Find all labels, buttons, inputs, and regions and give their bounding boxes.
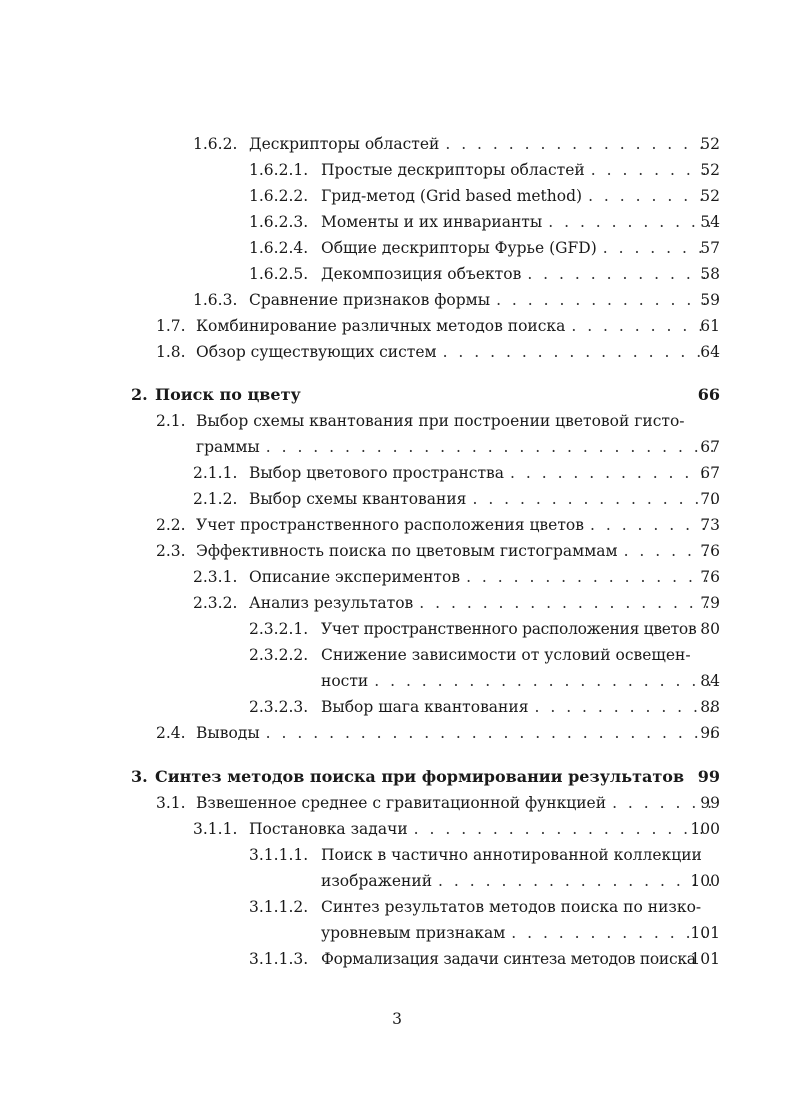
- toc-title: Снижение зависимости от условий освещен-: [321, 646, 691, 664]
- toc-chapter: [131, 385, 720, 405]
- toc-entry-continued: [196, 437, 720, 457]
- toc-page: 59: [700, 291, 720, 309]
- leader-dots: [534, 697, 714, 717]
- toc-number: 1.6.2.3.: [249, 213, 309, 231]
- leader-dots: [527, 264, 714, 284]
- toc-page: 84: [700, 672, 720, 690]
- toc-page: 100: [690, 872, 720, 890]
- toc-page: 52: [700, 161, 720, 179]
- toc-title: уровневым признакам: [321, 924, 506, 942]
- toc-page: 99: [700, 794, 720, 812]
- toc-title: Грид-метод (Grid based method): [321, 187, 583, 205]
- toc-title: Учет пространственного расположения цветов: [196, 516, 584, 534]
- toc-title: граммы: [196, 438, 260, 456]
- toc-number: 2.2.: [156, 516, 186, 534]
- toc-number: 1.6.2.5.: [249, 265, 309, 283]
- toc-number: 3.1.1.1.: [249, 846, 309, 864]
- toc-page: 76: [700, 542, 720, 560]
- toc-number: 3.1.1.2.: [249, 898, 309, 916]
- toc-entry: [156, 316, 720, 336]
- toc-page: 58: [700, 265, 720, 283]
- toc-number: 1.7.: [156, 317, 186, 335]
- toc-entry: [193, 593, 720, 613]
- toc-page: 52: [700, 187, 720, 205]
- leader-dots: [266, 723, 714, 743]
- toc-entry: [156, 342, 720, 362]
- toc-page: 96: [700, 724, 720, 742]
- toc-entry: [249, 897, 720, 917]
- toc-number: 3.1.1.3.: [249, 950, 309, 968]
- toc-entry: [193, 134, 720, 154]
- toc-entry: [249, 845, 720, 865]
- toc-title: Описание экспериментов: [249, 568, 461, 586]
- toc-entry: [249, 949, 720, 969]
- toc-number: 3.: [131, 767, 148, 786]
- toc-title: Эффективность поиска по цветовым гистограммам: [196, 542, 618, 560]
- toc-entry: [193, 463, 720, 483]
- toc-entry: [156, 793, 720, 813]
- toc-entry: [249, 697, 720, 717]
- toc-page: 99: [697, 767, 720, 786]
- toc-number: 2.1.1.: [193, 464, 238, 482]
- toc-entry-continued: [321, 871, 720, 891]
- toc-number: 3.1.1.: [193, 820, 238, 838]
- toc-title: Простые дескрипторы областей: [321, 161, 585, 179]
- toc-number: 1.8.: [156, 343, 186, 361]
- toc-number: 2.3.2.1.: [249, 620, 309, 638]
- toc-title: Общие дескрипторы Фурье (GFD): [321, 239, 597, 257]
- leader-dots: [510, 463, 714, 483]
- toc-title: Формализация задачи синтеза методов поиска: [321, 950, 696, 968]
- leader-dots: [603, 238, 714, 258]
- toc-chapter: [131, 767, 720, 787]
- toc-page: 54: [700, 213, 720, 231]
- toc-page: 101: [690, 950, 720, 968]
- toc-title: Синтез результатов методов поиска по низко-: [321, 898, 702, 916]
- leader-dots: [266, 437, 714, 457]
- toc-entry: [193, 819, 720, 839]
- toc-page: 101: [690, 924, 720, 942]
- leader-dots: [472, 489, 714, 509]
- toc-page: 67: [700, 438, 720, 456]
- toc-title: Декомпозиция объектов: [321, 265, 522, 283]
- toc-page: 67: [700, 464, 720, 482]
- toc-title: Анализ результатов: [249, 594, 414, 612]
- leader-dots: [571, 316, 714, 336]
- toc-title: Выбор цветового пространства: [249, 464, 505, 482]
- toc-number: 1.6.3.: [193, 291, 238, 309]
- toc-title: Поиск по цвету: [155, 385, 301, 404]
- toc-number: 2.4.: [156, 724, 186, 742]
- toc-number: 2.1.: [156, 412, 186, 430]
- toc-page: 73: [700, 516, 720, 534]
- leader-dots: [466, 567, 714, 587]
- toc-number: 2.: [131, 385, 148, 404]
- toc-entry: [249, 186, 720, 206]
- leader-dots: [511, 923, 714, 943]
- toc-number: 1.6.2.2.: [249, 187, 309, 205]
- toc-entry: [193, 567, 720, 587]
- leader-dots: [590, 515, 714, 535]
- toc-number: 1.6.2.1.: [249, 161, 309, 179]
- toc-entry-continued: [321, 671, 720, 691]
- toc-number: 2.3.1.: [193, 568, 238, 586]
- toc-entry: [249, 645, 720, 665]
- leader-dots: [419, 593, 714, 613]
- toc-entry: [193, 290, 720, 310]
- toc-title: Выводы: [196, 724, 260, 742]
- toc-page: 66: [697, 385, 720, 404]
- toc-entry: [156, 515, 720, 535]
- toc-page: 57: [700, 239, 720, 257]
- toc-title: Выбор шага квантования: [321, 698, 529, 716]
- leader-dots: [612, 793, 714, 813]
- toc-entry: [249, 619, 720, 639]
- toc-page: 76: [700, 568, 720, 586]
- toc-number: 2.3.: [156, 542, 186, 560]
- toc-number: 2.3.2.: [193, 594, 238, 612]
- toc-number: 2.1.2.: [193, 490, 238, 508]
- toc-page: 88: [700, 698, 720, 716]
- toc-entry: [249, 212, 720, 232]
- toc-title: Комбинирование различных методов поиска: [196, 317, 566, 335]
- toc-title: Обзор существующих систем: [196, 343, 437, 361]
- toc-page: 64: [700, 343, 720, 361]
- page-number: 3: [392, 1010, 402, 1028]
- toc-page: 52: [700, 135, 720, 153]
- toc-title: Учет пространственного расположения цветов: [321, 620, 697, 638]
- toc-title: Постановка задачи: [249, 820, 408, 838]
- toc-number: 2.3.2.3.: [249, 698, 309, 716]
- toc-entry-continued: [321, 923, 720, 943]
- toc-page: 100: [690, 820, 720, 838]
- toc-title: Дескрипторы областей: [249, 135, 440, 153]
- leader-dots: [443, 342, 714, 362]
- toc-entry: [249, 160, 720, 180]
- toc-number: 1.6.2.4.: [249, 239, 309, 257]
- toc-page: 70: [700, 490, 720, 508]
- leader-dots: [374, 671, 714, 691]
- toc-title: изображений: [321, 872, 433, 890]
- toc-title: Поиск в частично аннотированной коллекции: [321, 846, 702, 864]
- toc-page: 79: [700, 594, 720, 612]
- toc-title: Выбор схемы квантования: [249, 490, 467, 508]
- toc-page: 61: [700, 317, 720, 335]
- toc-title: Сравнение признаков формы: [249, 291, 491, 309]
- leader-dots: [445, 134, 714, 154]
- toc-title: Моменты и их инварианты: [321, 213, 543, 231]
- toc-number: 2.3.2.2.: [249, 646, 309, 664]
- toc-title: Выбор схемы квантования при построении цветовой гисто-: [196, 412, 685, 430]
- leader-dots: [496, 290, 714, 310]
- leader-dots: [414, 819, 714, 839]
- toc-entry: [156, 541, 720, 561]
- toc-title: ности: [321, 672, 369, 690]
- toc-entry: [156, 411, 720, 431]
- leader-dots: [438, 871, 714, 891]
- toc-page: 80: [700, 620, 720, 638]
- toc-entry: [193, 489, 720, 509]
- leader-dots: [588, 186, 714, 206]
- toc-entry: [249, 238, 720, 258]
- leader-dots: [591, 160, 714, 180]
- toc-title: Синтез методов поиска при формировании результатов: [155, 767, 685, 786]
- leader-dots: [548, 212, 714, 232]
- toc-number: 3.1.: [156, 794, 186, 812]
- toc-entry: [156, 723, 720, 743]
- toc-title: Взвешенное среднее с гравитационной функцией: [196, 794, 607, 812]
- toc-number: 1.6.2.: [193, 135, 238, 153]
- toc-entry: [249, 264, 720, 284]
